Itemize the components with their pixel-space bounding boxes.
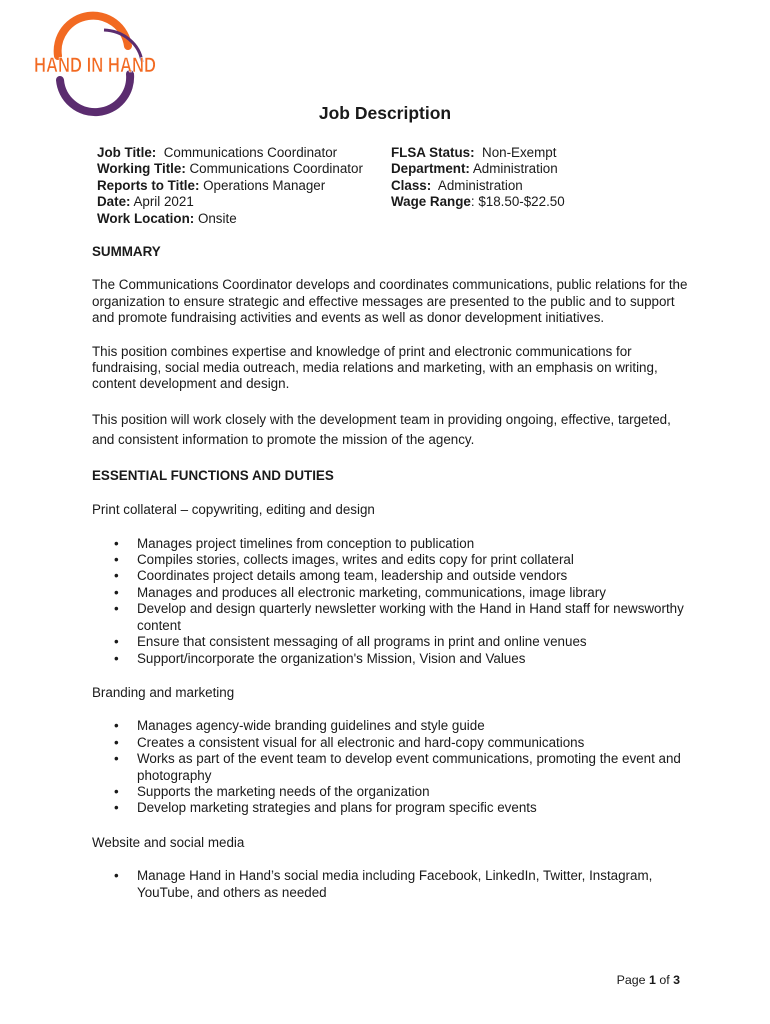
field-value: Communications Coordinator [185, 161, 363, 177]
summary-paragraph: The Communications Coordinator develops and coordinates communications, public relations for the organization to ensure strategic and effective messages are presented to the public and to support and promote fundraising activities and events as well as donor development initiatives. [92, 277, 688, 326]
department-row [391, 161, 565, 177]
list-item: • Compiles stories, collects images, writes and edits copy for print collateral [92, 552, 692, 568]
field-label: FLSA Status: [391, 145, 475, 160]
work-location-row [97, 211, 363, 227]
header-right [391, 145, 565, 211]
field-value: Onsite [194, 210, 237, 226]
section-title-print-collateral: Print collateral – copywriting, editing and design [92, 502, 375, 518]
section-title-branding: Branding and marketing [92, 684, 235, 700]
field-label: Wage Range [391, 194, 471, 210]
list-item: • Manages project timelines from conception to publication [92, 536, 692, 552]
hand-in-hand-logo [30, 20, 160, 106]
field-value: Operations Manager [199, 177, 326, 193]
list-item: • Support/incorporate the organization's Mission, Vision and Values [92, 651, 692, 667]
date-row [97, 194, 363, 210]
working-title-row [97, 161, 363, 177]
list-item: • Develop marketing strategies and plans for program specific events [92, 800, 692, 816]
field-label: Department: [391, 161, 470, 177]
page-title: Job Description [318, 103, 452, 123]
page-of: of [655, 973, 674, 987]
print-collateral-list [92, 536, 692, 667]
page-number [617, 973, 680, 987]
field-label: Reports to Title: [97, 177, 200, 193]
list-item: • Manages and produces all electronic marketing, communications, image library [92, 585, 692, 601]
wage-range-row [391, 194, 565, 210]
list-item: • Works as part of the event team to develop event communications, promoting the event and photography [92, 751, 692, 784]
summary-paragraph: This position will work closely with the development team in providing ongoing, effective, targeted, and consistent information to promote the mission of the agency. [92, 411, 671, 447]
list-item: • Manages agency-wide branding guidelines and style guide [92, 718, 692, 734]
section-title-website-social: Website and social media [92, 834, 245, 850]
field-label: Class: [391, 177, 432, 193]
list-item: • Ensure that consistent messaging of all programs in print and online venues [92, 634, 692, 650]
list-item: • Develop and design quarterly newsletter working with the Hand in Hand staff for newsworthy content [92, 601, 692, 634]
duties-heading: ESSENTIAL FUNCTIONS AND DUTIES [92, 467, 334, 483]
field-value: Administration [431, 177, 523, 193]
field-value: Non-Exempt [474, 145, 557, 160]
field-value: Communications Coordinator [156, 145, 338, 160]
website-social-list [92, 868, 692, 901]
field-label: Job Title: [97, 145, 157, 160]
job-title-row [97, 145, 363, 161]
summary-paragraph: This position combines expertise and knowledge of print and electronic communications for fundraising, social media outreach, media relations and marketing, with an emphasis on writing, content development and design. [92, 343, 658, 392]
logo-text: HAND IN HAND [34, 53, 156, 77]
document-body [92, 244, 692, 901]
reports-to-row [97, 178, 363, 194]
summary-heading: SUMMARY [92, 244, 161, 259]
field-label: Date: [97, 194, 131, 210]
logo-ring-top [58, 16, 128, 56]
field-value: Administration [469, 161, 558, 177]
header-left [97, 145, 363, 227]
list-item: • Coordinates project details among team, leadership and outside vendors [92, 568, 692, 584]
class-row [391, 178, 565, 194]
list-item: • Supports the marketing needs of the organization [92, 784, 692, 800]
page-prefix: Page [616, 973, 649, 987]
field-label: Work Location: [97, 210, 195, 226]
total-pages: 3 [673, 973, 680, 987]
branding-list [92, 718, 692, 816]
current-page: 1 [648, 973, 656, 987]
field-value: : $18.50-$22.50 [470, 194, 565, 210]
flsa-status-row [391, 145, 565, 161]
field-label: Working Title: [97, 161, 186, 177]
list-item: • Manage Hand in Hand’s social media including Facebook, LinkedIn, Twitter, Instagram, YouTube, and others as needed [92, 868, 692, 901]
list-item: • Creates a consistent visual for all electronic and hard-copy communications [92, 735, 692, 751]
field-value: April 2021 [130, 194, 194, 210]
